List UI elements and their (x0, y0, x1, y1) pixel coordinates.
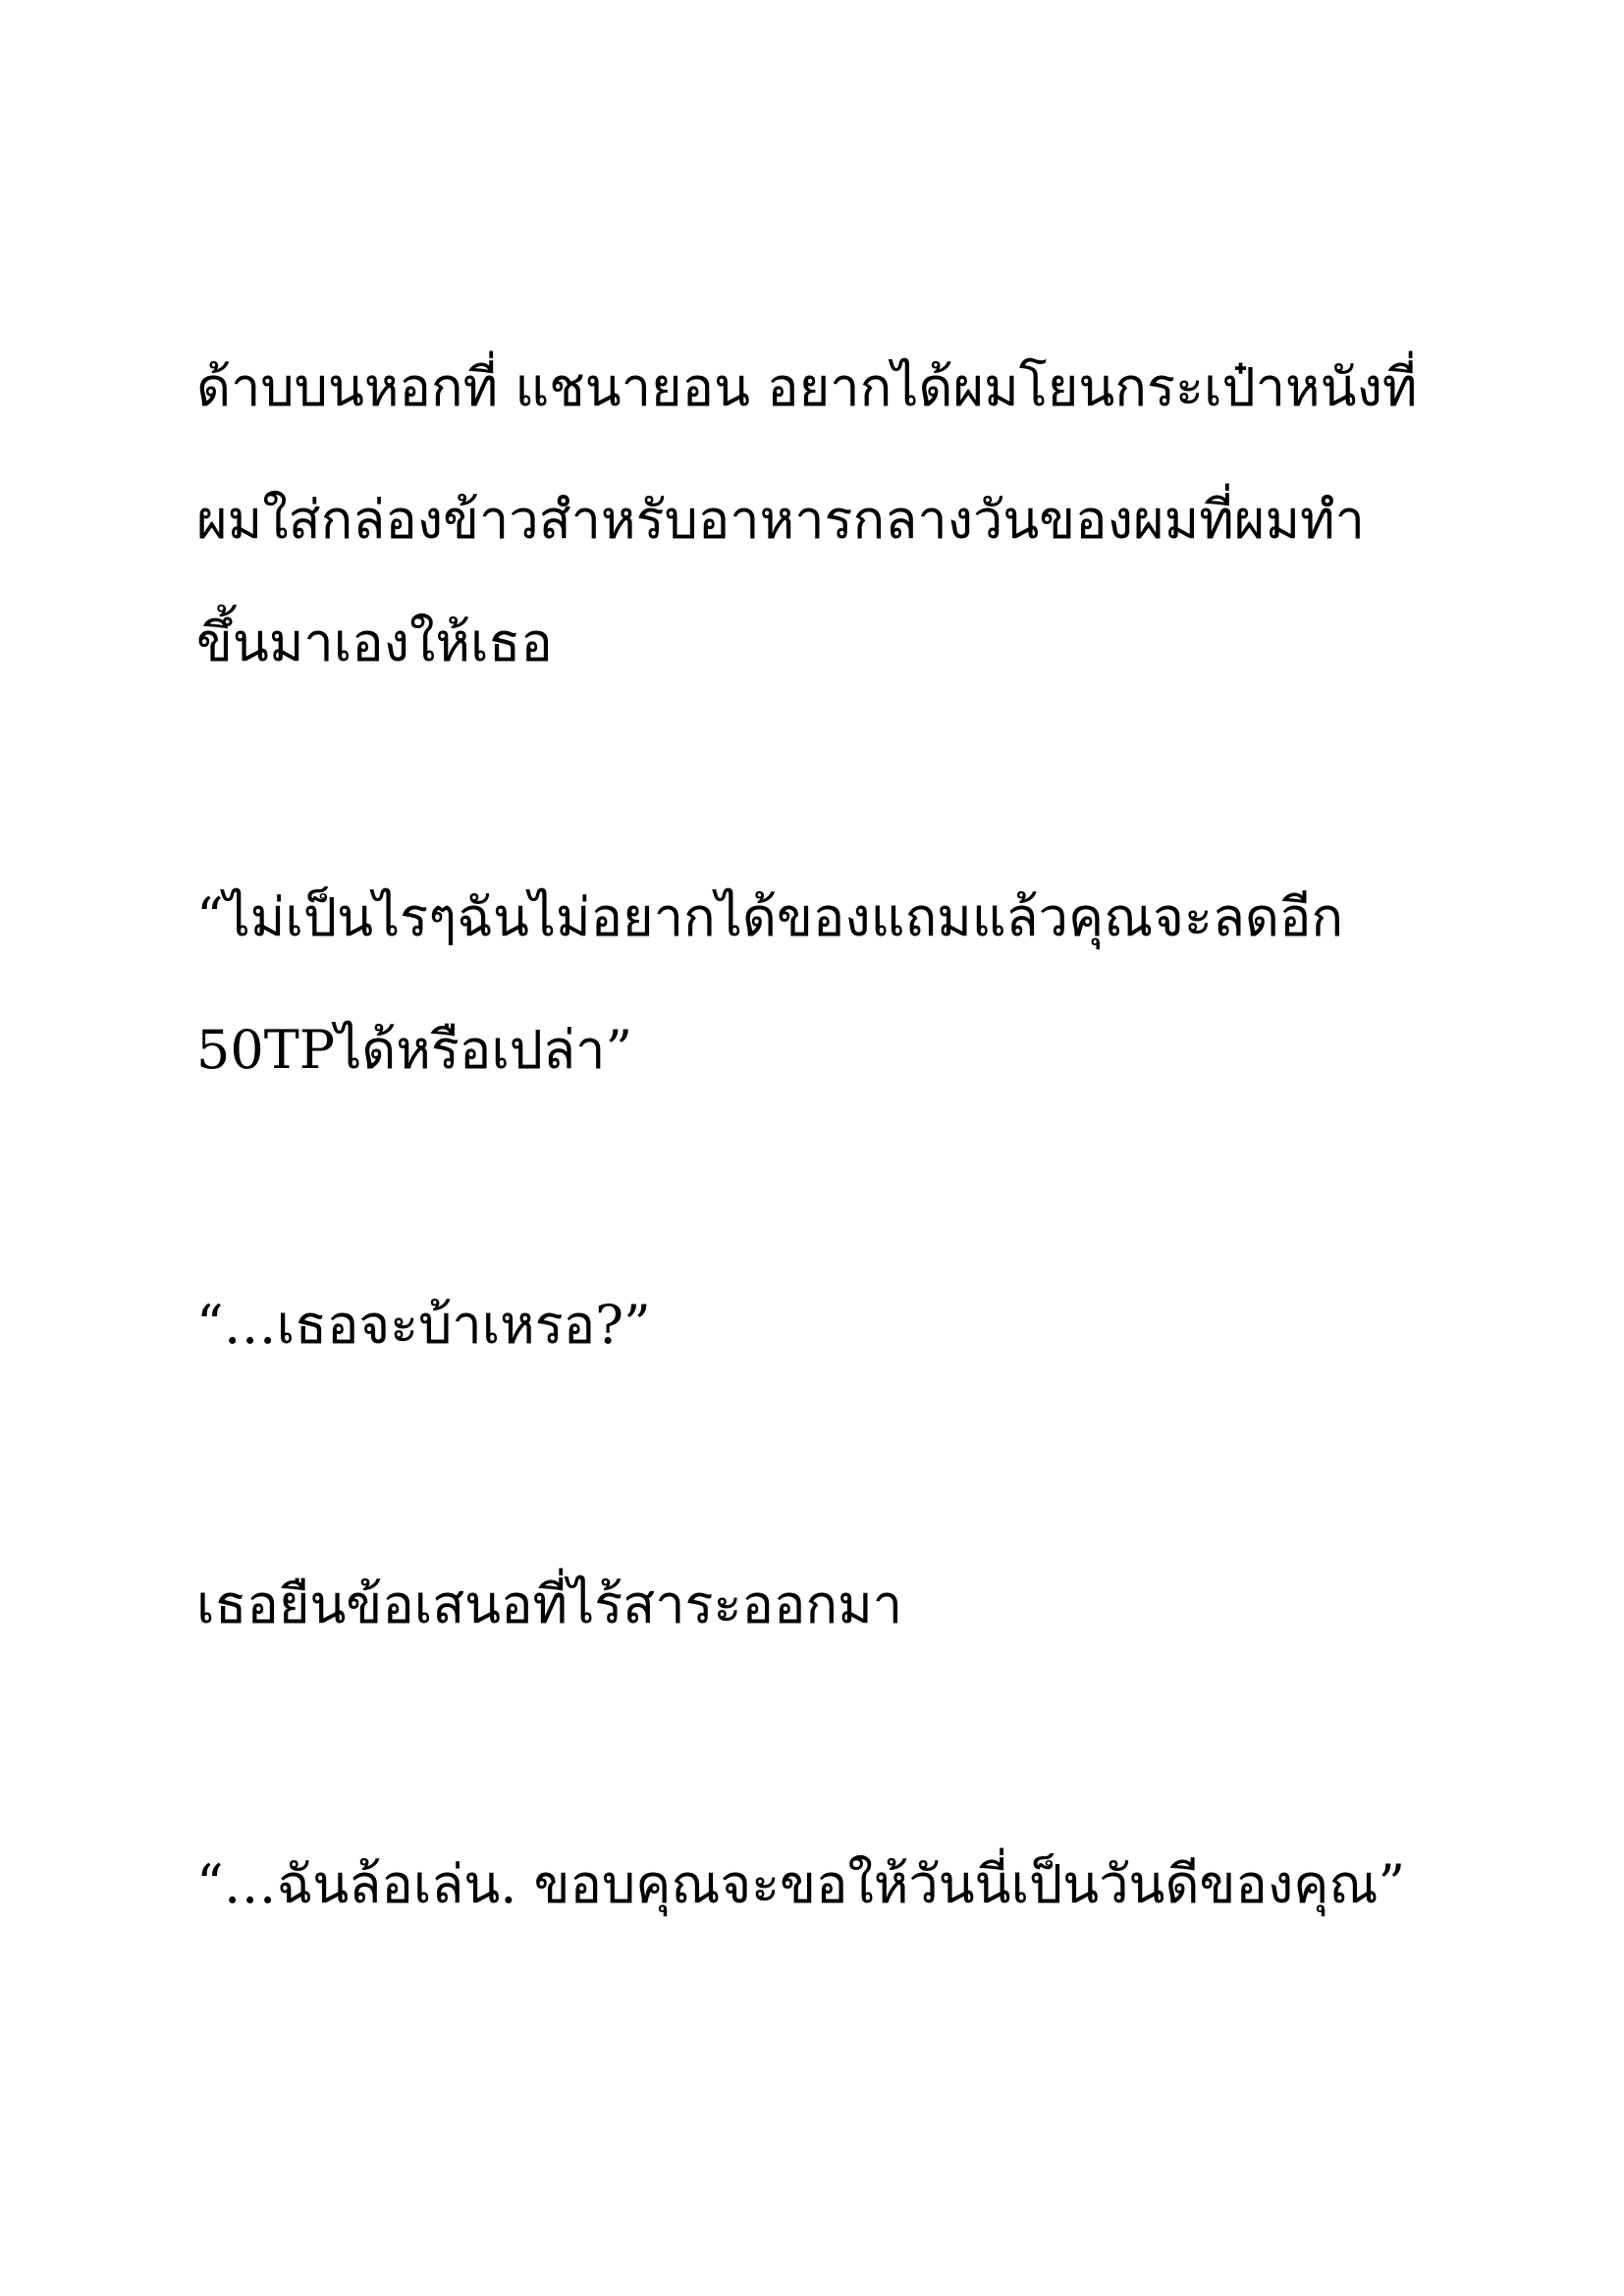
text-line: “…เธอจะบ้าเหรอ?” (196, 1294, 651, 1356)
text-line: เธอยืนข้อเสนอที่ไร้สาระออกมา (196, 1574, 903, 1635)
text-line: ด้าบบนหอกที่ แชนายอน อยากได้ผมโยนกระเป๋าหนังที่ (196, 356, 1418, 418)
text-line: ขึ้นมาเองให้เธอ (196, 612, 553, 673)
text-line: 50TPได้หรือเปล่า” (196, 1019, 633, 1081)
text-line: ผมใส่กล่องข้าวสำหรับอาหารกลางวันของผมที่ผมทำ (196, 489, 1365, 551)
text-line: “ไม่เป็นไรๆฉันไม่อยากได้ของแถมแล้วคุณจะลดอีก (196, 886, 1344, 948)
text-line: “…ฉันล้อเล่น. ขอบคุณจะขอให้วันนี่เป็นวันดีของคุณ” (196, 1853, 1406, 1915)
